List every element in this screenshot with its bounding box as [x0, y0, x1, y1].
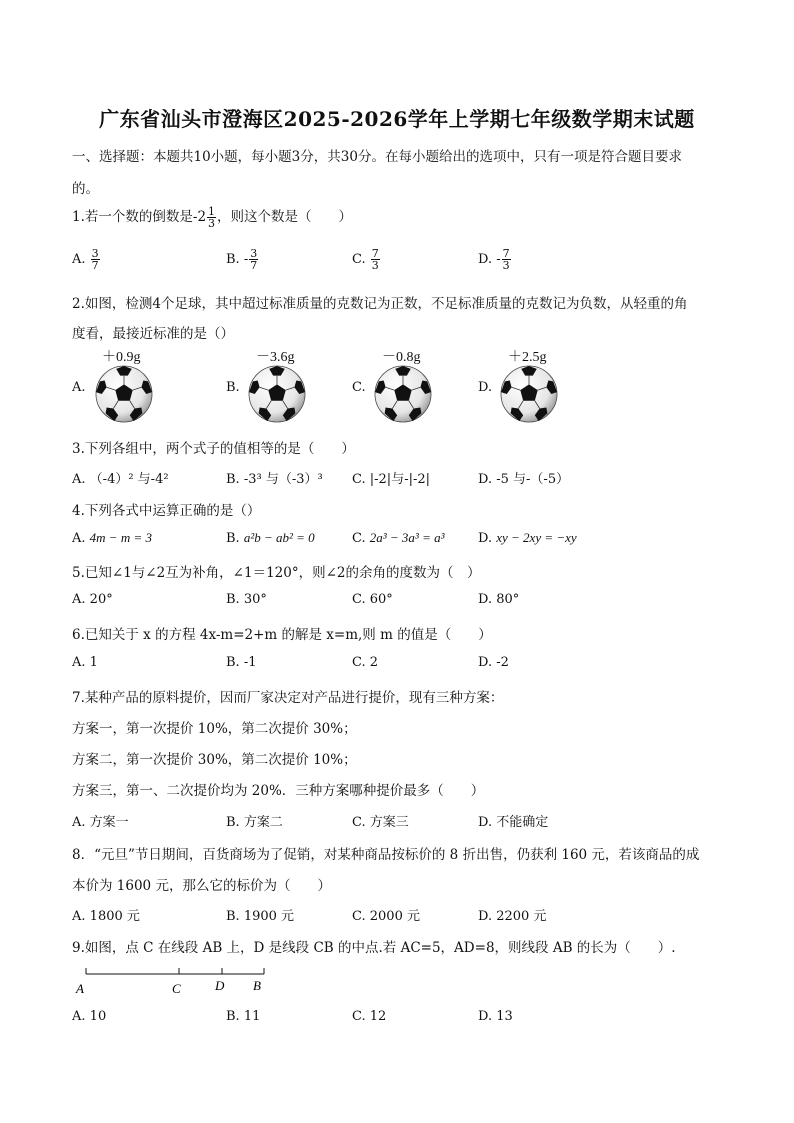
page-title: 广东省汕头市澄海区2025-2026学年上学期七年级数学期末试题: [99, 107, 695, 131]
option-label: C.: [352, 815, 366, 830]
option-text: -5 与-（-5）: [496, 472, 570, 487]
option-label: C.: [352, 472, 366, 487]
option-text: 30°: [243, 592, 267, 607]
option-label: B.: [226, 815, 240, 830]
question-7-stem: 7.某种产品的原料提价，因而厂家决定对产品进行提价，现有三种方案：: [72, 690, 504, 706]
question-5-stem: 5.已知∠1与∠2互为补角，∠1＝120°，则∠2的余角的度数为（ ）: [72, 565, 481, 581]
question-5-option-b[interactable]: [226, 592, 267, 607]
question-3-option-b[interactable]: [226, 468, 323, 487]
option-label: D.: [478, 1009, 493, 1024]
question-7-option-d[interactable]: [478, 811, 548, 830]
soccer-ball-c-icon: [374, 365, 432, 423]
option-label: B.: [226, 909, 240, 924]
question-2-stem-line2: 度看，最接近标准的是（）: [72, 326, 234, 342]
ball-a-mass: ＋0.9g: [102, 350, 141, 365]
question-6-option-c[interactable]: [352, 655, 378, 670]
option-label: A.: [72, 252, 86, 267]
soccer-ball-a-icon: [95, 365, 153, 423]
option-fraction: [502, 248, 511, 271]
question-3-option-d[interactable]: [478, 468, 569, 487]
ball-c-label[interactable]: C.: [352, 380, 366, 395]
option-label: D.: [478, 815, 493, 830]
option-label: C.: [352, 252, 366, 267]
option-text: a²b − ab² = 0: [243, 530, 315, 545]
question-1-option-d[interactable]: [478, 248, 512, 271]
option-label: D.: [478, 531, 493, 546]
ball-b-label[interactable]: B.: [226, 380, 240, 395]
option-text: 1: [89, 655, 98, 670]
fraction-numerator: 1: [208, 205, 216, 218]
option-sign: -: [496, 252, 501, 267]
option-text: 2200 元: [496, 909, 547, 924]
question-1: [72, 205, 352, 229]
option-text: |-2|与-|-2|: [369, 472, 431, 487]
question-1-option-c[interactable]: [352, 248, 381, 271]
soccer-ball-d-icon: [500, 365, 558, 423]
fraction-denominator: 3: [371, 259, 379, 272]
question-9-option-a[interactable]: [72, 1009, 106, 1024]
soccer-ball-b-icon: [248, 365, 306, 423]
option-text: 12: [369, 1009, 387, 1024]
question-7-option-b[interactable]: [226, 811, 283, 830]
question-6-option-b[interactable]: [226, 655, 257, 670]
option-label: A.: [72, 655, 86, 670]
question-4-option-c[interactable]: [352, 530, 445, 546]
option-label: D.: [478, 655, 493, 670]
option-text: 方案二: [243, 815, 283, 830]
option-text: 不能确定: [496, 815, 549, 830]
option-label: B.: [226, 531, 240, 546]
option-label: B.: [226, 472, 240, 487]
option-label: A.: [72, 909, 86, 924]
question-4-option-a[interactable]: [72, 530, 152, 546]
option-label: A.: [72, 472, 86, 487]
question-7-plan-2: 方案二，第一次提价 30%，第二次提价 10%；: [72, 752, 357, 768]
option-label: C.: [352, 909, 366, 924]
option-text: -3³ 与（-3）³: [243, 472, 323, 487]
option-label: A.: [72, 815, 86, 830]
fraction-denominator: 3: [502, 259, 510, 272]
question-8-option-c[interactable]: [352, 905, 420, 924]
question-7-option-c[interactable]: [352, 811, 409, 830]
question-2-stem-line1: 2.如图，检测4个足球，其中超过标准质量的克数记为正数，不足标准质量的克数记为负数，从轻重的角: [72, 296, 688, 312]
option-text: 1800 元: [89, 909, 140, 924]
option-label: A.: [72, 1009, 86, 1024]
question-1-option-a[interactable]: [72, 248, 101, 271]
option-label: D.: [478, 472, 493, 487]
section-instructions-line2: 的。: [72, 181, 99, 197]
option-label: C.: [352, 655, 366, 670]
question-5-option-d[interactable]: [478, 592, 519, 607]
fraction-numerator: 7: [371, 247, 379, 260]
question-9-option-d[interactable]: [478, 1009, 513, 1024]
option-text: 2a³ − 3a³ = a³: [369, 530, 445, 545]
option-text: 13: [496, 1009, 513, 1024]
option-fraction: [91, 248, 100, 271]
fraction-denominator: 7: [250, 259, 258, 272]
question-7-plan-3: 方案三，第一、二次提价均为 20%．三种方案哪种提价最多（ ）: [72, 783, 485, 799]
question-1-stem-pre: 1.若一个数的倒数是-2: [72, 209, 207, 225]
point-a-label: A: [76, 981, 84, 996]
question-9-option-b[interactable]: [226, 1009, 260, 1024]
option-text: 2000 元: [369, 909, 420, 924]
option-text: （-4）² 与-4²: [89, 472, 169, 487]
option-label: A.: [72, 531, 86, 546]
option-text: 60°: [369, 592, 393, 607]
ball-b-mass: －3.6g: [256, 350, 295, 365]
question-4-stem: 4.下列各式中运算正确的是（）: [72, 503, 261, 519]
option-text: -1: [243, 655, 257, 670]
option-text: xy − 2xy = −xy: [496, 530, 577, 545]
segment-diagram: [72, 962, 282, 998]
option-label: C.: [352, 592, 366, 607]
ball-d-label[interactable]: D.: [478, 380, 493, 395]
fraction-numerator: 3: [91, 247, 99, 260]
option-text: 方案一: [89, 815, 129, 830]
question-6-stem: 6.已知关于 x 的方程 4x-m=2+m 的解是 x=m,则 m 的值是（ ）: [72, 627, 492, 643]
option-fraction: [249, 248, 258, 271]
option-text: 1900 元: [243, 909, 295, 924]
option-label: D.: [478, 592, 493, 607]
fraction-denominator: 7: [91, 259, 99, 272]
option-label: B.: [226, 592, 240, 607]
question-7-plan-1: 方案一，第一次提价 10%，第二次提价 30%；: [72, 721, 357, 737]
option-text: 20°: [89, 592, 113, 607]
question-8-option-b[interactable]: [226, 905, 294, 924]
point-c-label: C: [172, 981, 181, 996]
question-6-option-a[interactable]: [72, 655, 98, 670]
question-9-option-c[interactable]: [352, 1009, 386, 1024]
option-text: 4m − m = 3: [89, 530, 152, 545]
option-text: 11: [243, 1009, 261, 1024]
ball-c-mass: －0.8g: [382, 350, 421, 365]
option-sign: -: [243, 252, 249, 267]
section-instructions-line1: 一、选择题：本题共10小题，每小题3分，共30分。在每小题给出的选项中，只有一项是符合题目要求: [72, 149, 682, 165]
point-b-label: B: [253, 978, 261, 993]
question-8-option-a[interactable]: [72, 905, 140, 924]
question-1-stem-post: ，则这个数是（ ）: [217, 209, 353, 225]
fraction-denominator: 3: [208, 217, 216, 230]
ball-d-mass: ＋2.5g: [508, 350, 547, 365]
question-4-option-b[interactable]: [226, 530, 315, 546]
option-label: D.: [478, 909, 493, 924]
option-label: A.: [72, 592, 86, 607]
option-text: 10: [89, 1009, 107, 1024]
option-label: D.: [478, 252, 493, 267]
option-label: B.: [226, 655, 240, 670]
question-8-stem-line2: 本价为 1600 元，那么它的标价为（ ）: [72, 878, 331, 894]
ball-a-label[interactable]: A.: [72, 380, 86, 395]
question-9-stem: 9.如图，点 C 在线段 AB 上，D 是线段 CB 的中点.若 AC=5，AD=8，则线段 AB 的长为（ ）.: [72, 940, 676, 956]
question-5-option-c[interactable]: [352, 592, 393, 607]
question-3-stem: 3.下列各组中，两个式子的值相等的是（ ）: [72, 441, 355, 457]
question-6-option-d[interactable]: [478, 655, 509, 670]
option-text: 80°: [496, 592, 520, 607]
question-1-fraction: [207, 206, 216, 229]
fraction-numerator: 7: [502, 247, 510, 260]
point-d-label: D: [215, 978, 225, 993]
fraction-numerator: 3: [250, 247, 258, 260]
question-8-option-d[interactable]: [478, 905, 546, 924]
option-label: B.: [226, 252, 240, 267]
option-label: B.: [226, 1009, 240, 1024]
question-3-option-a[interactable]: [72, 468, 169, 487]
option-fraction: [371, 248, 380, 271]
question-7-option-a[interactable]: [72, 811, 129, 830]
option-text: 方案三: [369, 815, 409, 830]
option-label: C.: [352, 1009, 366, 1024]
question-8-stem-line1: 8．“元旦”节日期间，百货商场为了促销，对某种商品按标价的 8 折出售，仍获利 160 元，若该商品的成: [72, 847, 700, 863]
option-text: -2: [496, 655, 509, 670]
question-3-option-c[interactable]: [352, 468, 430, 487]
question-1-option-b[interactable]: [226, 248, 259, 271]
question-4-option-d[interactable]: [478, 530, 577, 546]
option-label: C.: [352, 531, 366, 546]
option-text: 2: [369, 655, 379, 670]
question-5-option-a[interactable]: [72, 592, 113, 607]
